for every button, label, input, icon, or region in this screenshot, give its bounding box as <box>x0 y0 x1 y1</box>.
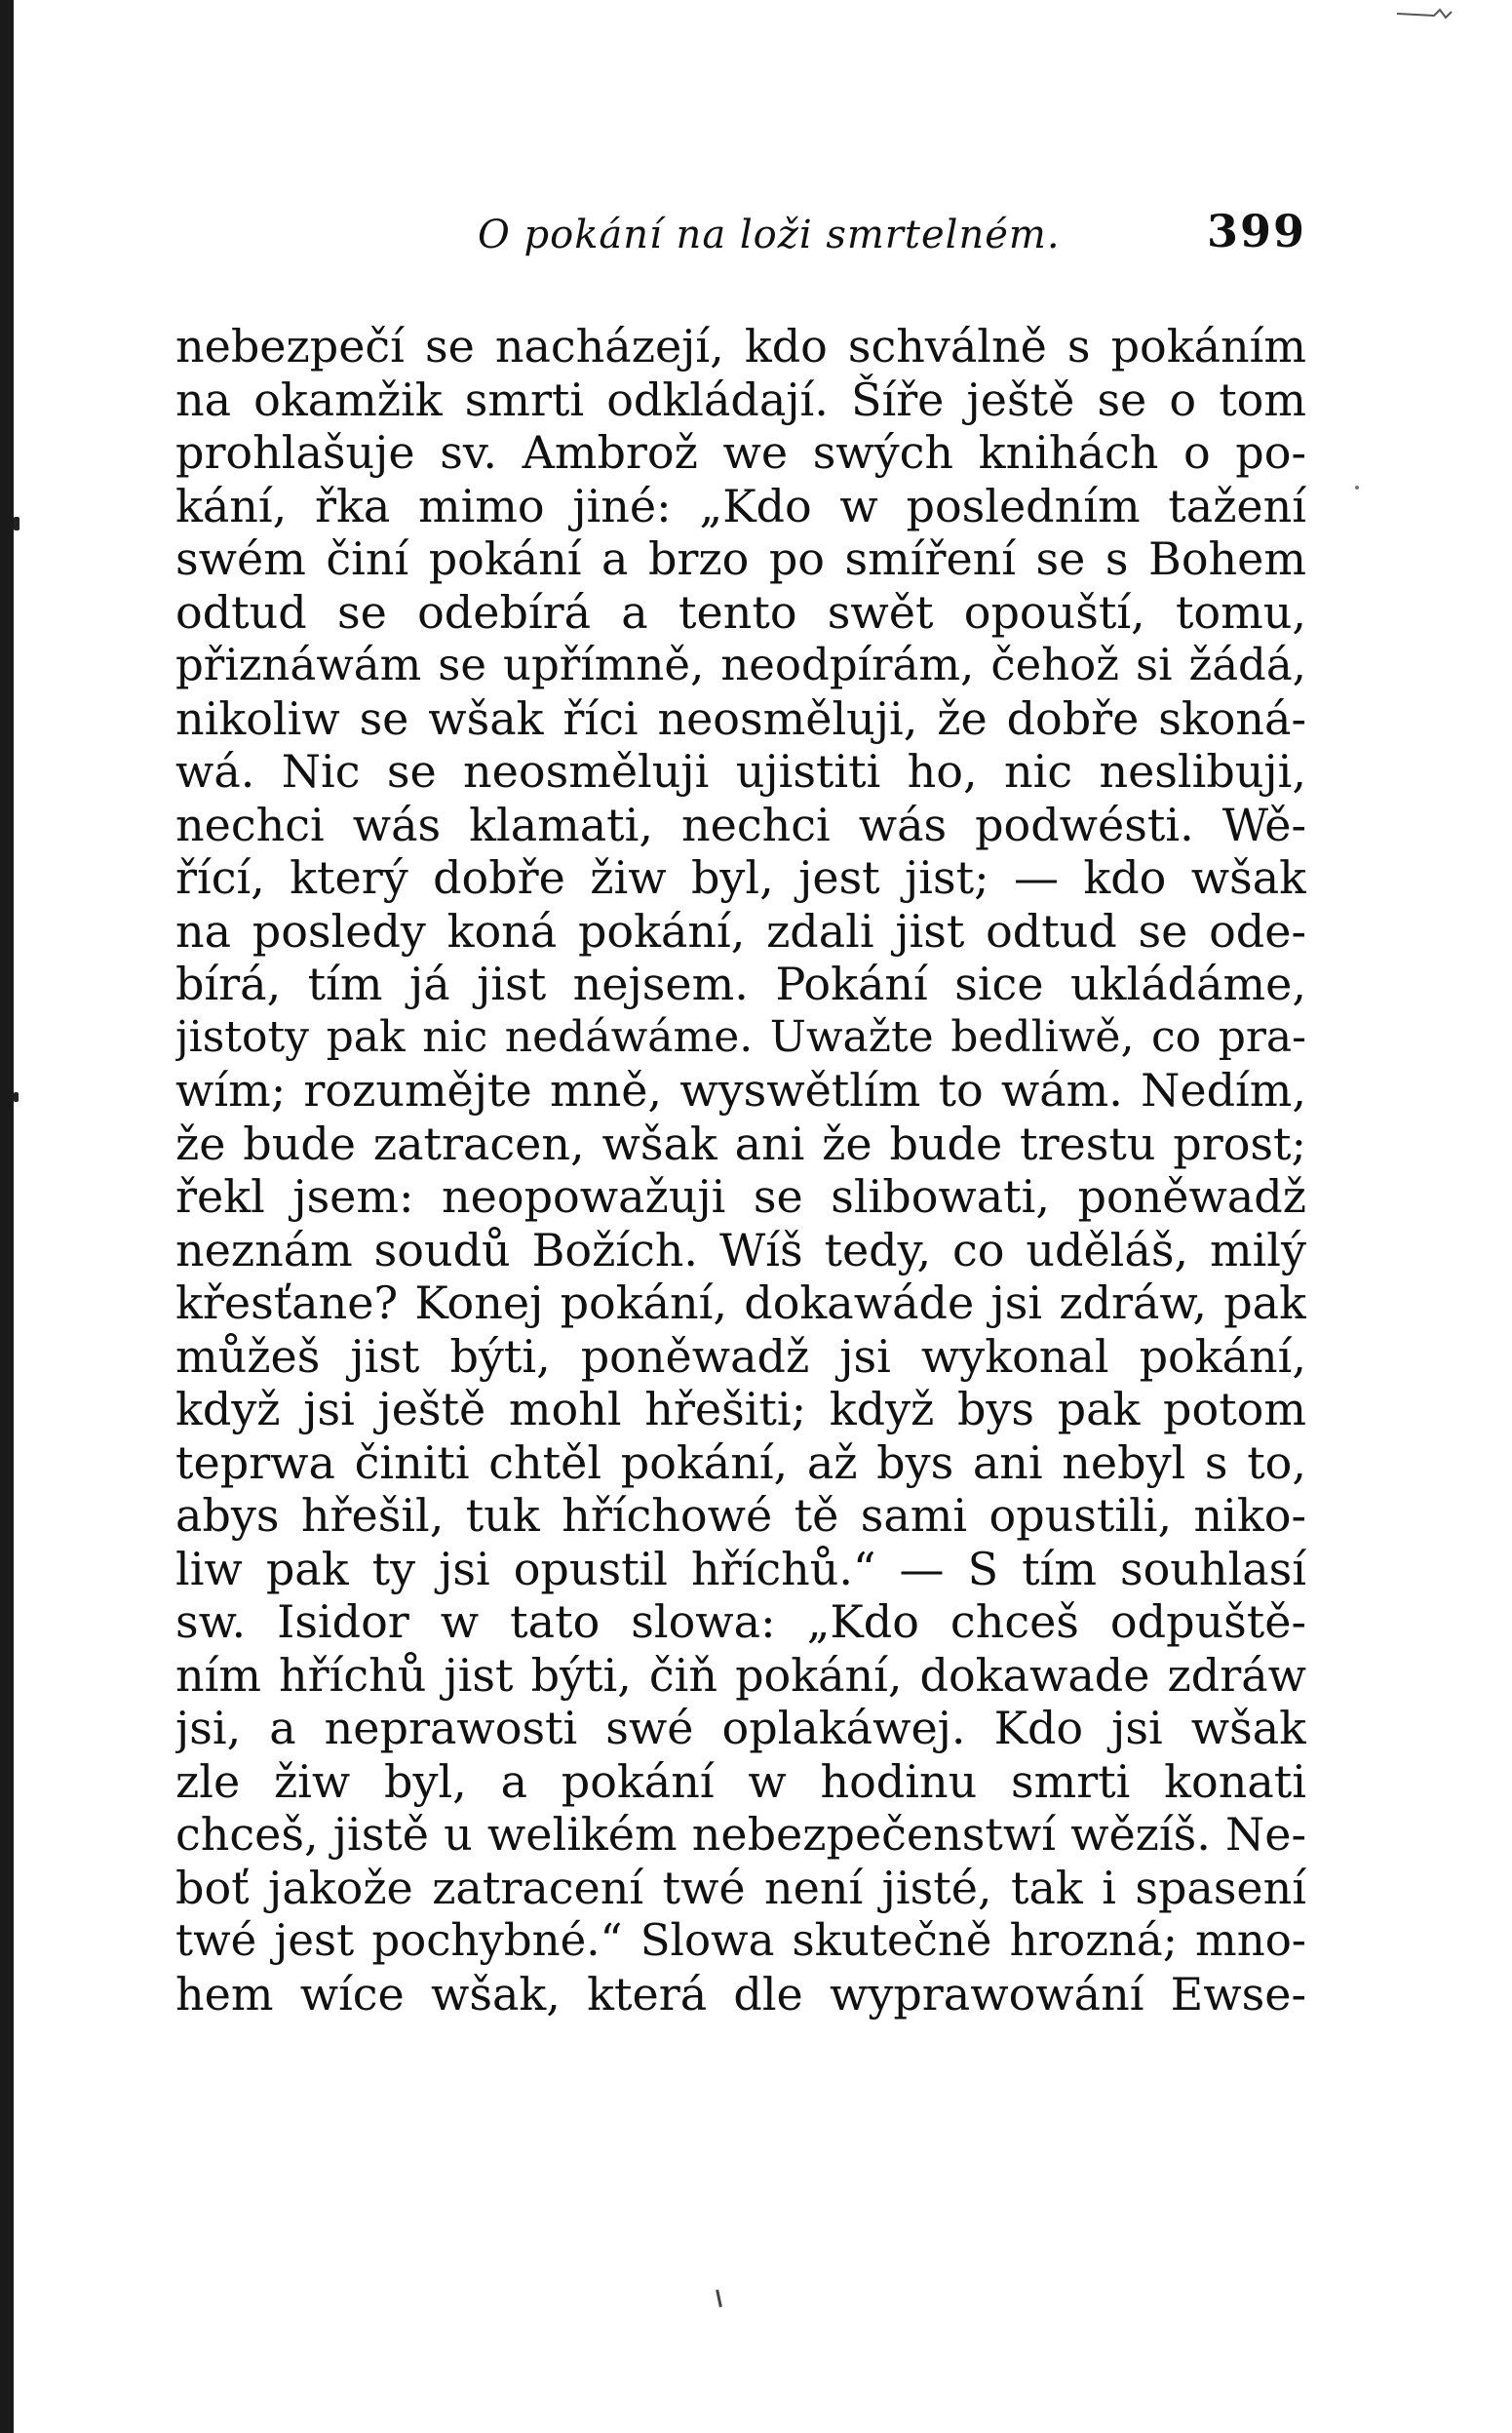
page-number: 399 <box>1206 205 1306 257</box>
text-line: hem wíce wšak, která dle wyprawowání Ewse- <box>175 1967 1306 2021</box>
text-line: chceš, jistě u welikém nebezpečenstwí wězíš. Ne- <box>175 1808 1306 1861</box>
text-line: přiznáwám se upřímně, neodpírám, čehož si žádá, <box>175 639 1306 690</box>
text-line: liw pak ty jsi opustil hříchů.“ — S tím souhlasí <box>175 1542 1306 1595</box>
text-line: teprwa činiti chtěl pokání, až bys ani nebyl s to, <box>175 1435 1306 1489</box>
text-line: když jsi ještě mohl hřešiti; když bys pak potom <box>175 1383 1306 1435</box>
text-line: boť jakože zatracení twé není jisté, tak i spasení <box>175 1861 1306 1914</box>
text-line: můžeš jist býti, poněwadž jsi wykonal pokání, <box>175 1329 1306 1383</box>
text-line: nebezpečí se nacházejí, kdo schválně s pokáním <box>175 320 1306 373</box>
text-line: křesťane? Konej pokání, dokawáde jsi zdráw, pak <box>175 1276 1306 1329</box>
page-edge-shadow <box>0 0 14 2433</box>
text-line: že bude zatracen, wšak ani že bude trestu prost; <box>175 1117 1306 1170</box>
text-line: neznám soudů Božích. Wíš tedy, co uděláš, milý <box>175 1223 1306 1276</box>
text-line: nikoliw se wšak říci neosměluji, že dobře skoná- <box>175 691 1306 745</box>
edge-speck <box>14 1092 19 1102</box>
text-line: jsi, a neprawosti swé oplakáwej. Kdo jsi wšak <box>175 1702 1306 1754</box>
corner-scan-mark <box>1395 8 1454 23</box>
body-text <box>175 320 1306 2021</box>
text-line: abys hřešil, tuk hříchowé tě sami opustili, niko- <box>175 1489 1306 1542</box>
text-line: odtud se odebírá a tento swět opouští, tomu, <box>175 585 1306 639</box>
edge-speck <box>14 517 19 530</box>
text-line: zle žiw byl, a pokání w hodinu smrti konati <box>175 1754 1306 1808</box>
text-line: jistoty pak nic nedáwáme. Uwažte bedliwě, co pra- <box>175 1011 1306 1062</box>
running-title: O pokání na loži smrtelném. <box>478 213 1061 257</box>
text-line: bírá, tím já jist nejsem. Pokání sice ukládáme, <box>175 958 1306 1010</box>
text-line: na okamžik smrti odkládají. Šíře ještě se o tom <box>175 373 1306 426</box>
page-header <box>175 205 1306 273</box>
text-line: wá. Nic se neosměluji ujistiti ho, nic neslibuji, <box>175 745 1306 798</box>
text-line: sw. Isidor w tato slowa: „Kdo chceš odpuště- <box>175 1595 1306 1648</box>
text-line: wím; rozumějte mně, wyswětlím to wám. Nedím, <box>175 1064 1306 1117</box>
text-line: prohlašuje sv. Ambrož we swých knihách o po- <box>175 426 1306 479</box>
ink-speck <box>716 2290 722 2307</box>
text-line: ním hříchů jist býti, čiň pokání, dokawade zdráw <box>175 1648 1306 1702</box>
text-line: kání, řka mimo jiné: „Kdo w posledním tažení <box>175 479 1306 532</box>
text-line: řekl jsem: neopowažuji se slibowati, poněwadž <box>175 1170 1306 1223</box>
text-line: na posledy koná pokání, zdali jist odtud se ode- <box>175 904 1306 958</box>
text-line: nechci wás klamati, nechci wás podwésti. Wě- <box>175 798 1306 851</box>
edge-speck <box>1355 486 1359 490</box>
text-line: řící, který dobře žiw byl, jest jist; — kdo wšak <box>175 851 1306 904</box>
text-line: swém činí pokání a brzo po smíření se s Bohem <box>175 532 1306 585</box>
text-line: twé jest pochybné.“ Slowa skutečně hrozná; mno- <box>175 1914 1306 1966</box>
